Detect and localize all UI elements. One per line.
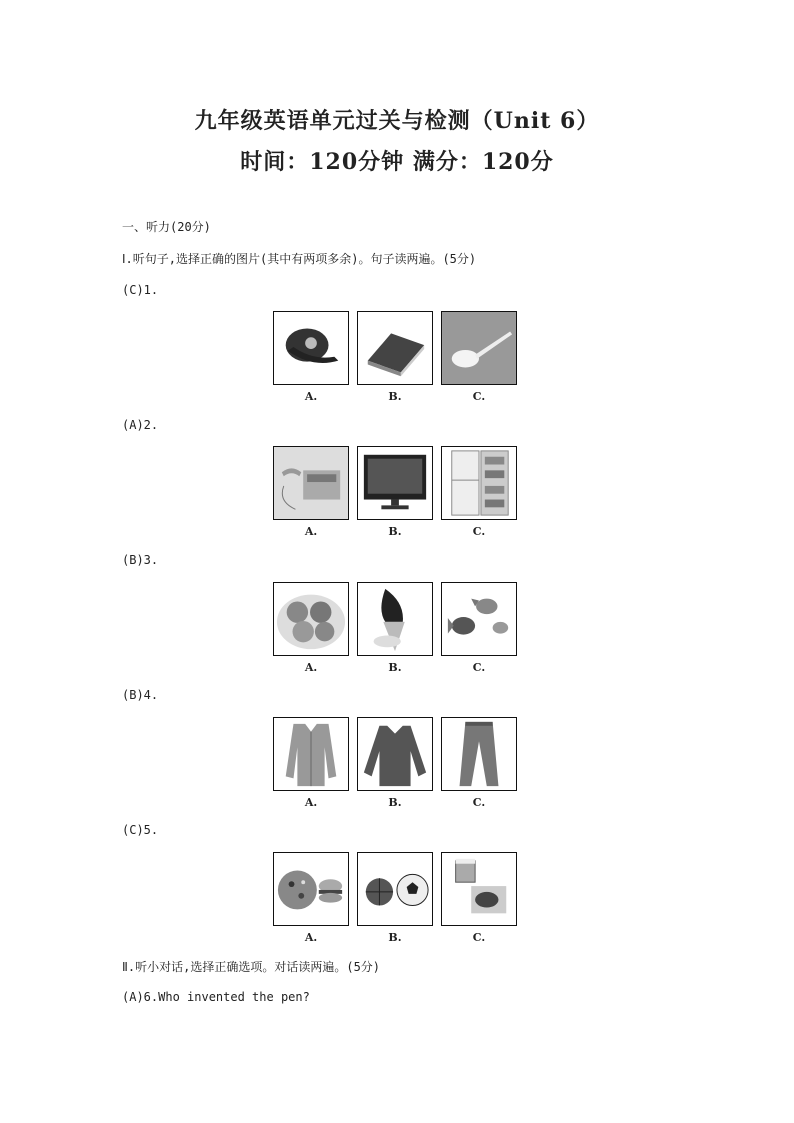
question-label: (B)3. [122,553,159,567]
question-row [272,582,522,672]
ice-cream-icon [357,582,433,656]
part2-instruction: Ⅱ.听小对话,选择正确选项。对话读两遍。(5分) [122,960,381,974]
option-label: A. [304,796,318,809]
jeans-icon [441,717,517,791]
question-6: (A)6.Who invented the pen? [122,990,310,1004]
page-title: 九年级英语单元过关与检测（Unit 6） [194,108,600,134]
option-label: B. [388,525,402,538]
option-label: B. [388,796,402,809]
cap-icon [273,311,349,385]
page-subtitle: 时间：120分钟 满分：120分 [240,149,554,175]
option-label: A. [304,525,318,538]
question-row [272,852,522,942]
question-label: (A)2. [122,418,159,432]
pizza-burger-icon [273,852,349,926]
question-label: (C)5. [122,823,159,837]
option-label: B. [388,390,402,403]
option-label: A. [304,390,318,403]
option-label: B. [388,931,402,944]
shirt-icon [273,717,349,791]
question-row [272,446,522,536]
telephone-icon [273,446,349,520]
question-row [272,717,522,807]
option-label: B. [388,661,402,674]
option-label: C. [472,390,486,403]
mooncakes-icon [273,582,349,656]
balls-icon [357,852,433,926]
sweater-icon [357,717,433,791]
book-icon [357,311,433,385]
option-label: C. [472,796,486,809]
option-label: C. [472,661,486,674]
question-row [272,311,522,401]
drinks-icon [441,852,517,926]
option-label: C. [472,931,486,944]
candy-icon [441,582,517,656]
question-label: (C)1. [122,283,159,297]
refrigerator-icon [441,446,517,520]
television-icon [357,446,433,520]
option-label: A. [304,661,318,674]
question-label: (B)4. [122,688,159,702]
option-label: C. [472,525,486,538]
section-heading: 一、听力(20分) [122,220,211,234]
option-label: A. [304,931,318,944]
spoon-icon [441,311,517,385]
part1-instruction: Ⅰ.听句子,选择正确的图片(其中有两项多余)。句子读两遍。(5分) [122,252,477,266]
